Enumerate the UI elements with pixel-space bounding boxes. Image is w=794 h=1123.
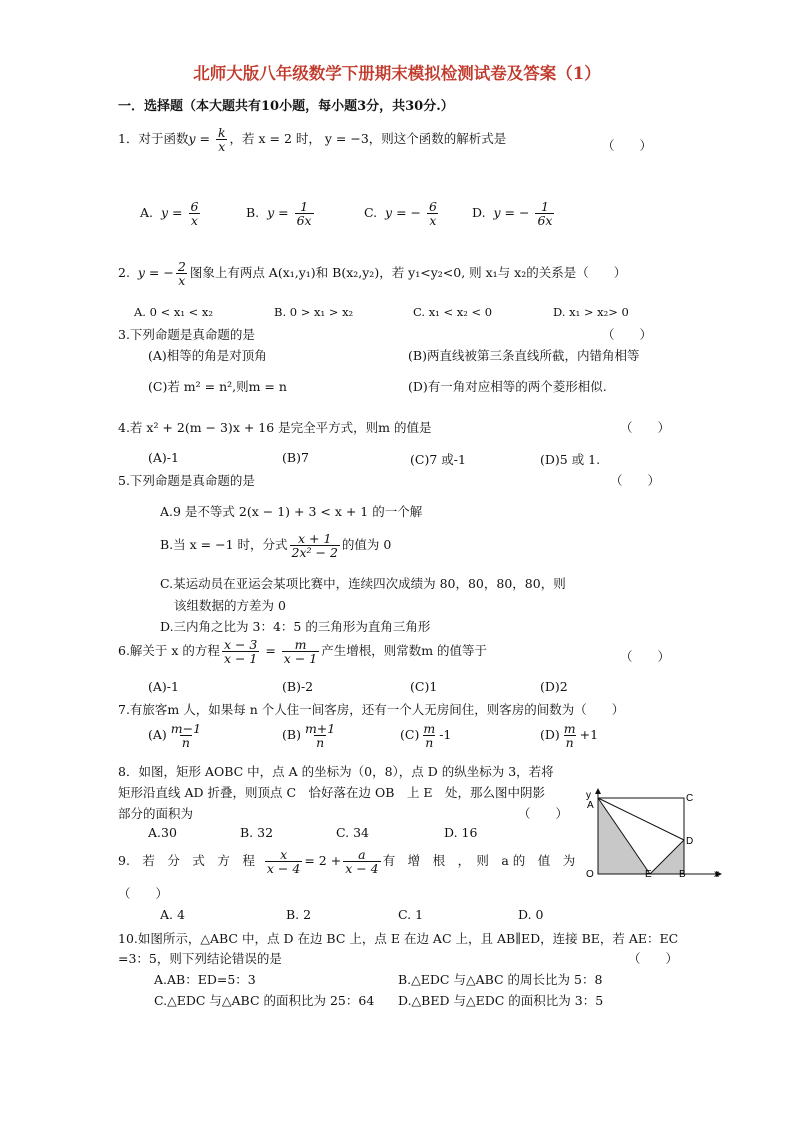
question-9: 9. 若 分 式 方 程 $\frac{x}{x - 4}$ = 2 + $\frac{a}{x - 4}$ 有 增 根 ， 则 a 的 值 为 <box>118 847 576 877</box>
q2-option-d[interactable]: D. x₁ > x₂> 0 <box>553 305 629 319</box>
label-e: E <box>645 869 652 880</box>
label-x: x <box>714 869 719 880</box>
q1-answer-paren: （ ） <box>602 138 653 153</box>
question-2: 2. y = − $\frac{2}{x}$ 图象上有两点 A(x₁,y₁)和 B(x₂,y₂)，若 y₁<y₂<0, 则 x₁与 x₂的关系是（ ） <box>118 259 627 289</box>
q2-option-c[interactable]: C. x₁ < x₂ < 0 <box>413 305 493 319</box>
question-4: 4.若 x² + 2(m − 3)x + 16 是完全平方式，则m 的值是 <box>118 420 432 435</box>
q6-option-d[interactable]: (D)2 <box>540 679 568 694</box>
q10-answer-paren: （ ） <box>628 951 679 966</box>
q6-answer-paren: （ ） <box>620 649 671 664</box>
q4-answer-paren: （ ） <box>620 420 671 435</box>
question-8-line2: 矩形沿直线 AD 折叠，则顶点 C 恰好落在边 OB 上 E 处，那么图中阴影 <box>118 785 546 800</box>
y-axis-arrow-icon <box>595 788 601 794</box>
question-5: 5.下列命题是真命题的是 <box>118 473 255 488</box>
q1-option-a[interactable]: A. y = $\frac{6}{x}$ <box>140 199 199 229</box>
q8-option-b[interactable]: B. 32 <box>240 825 274 840</box>
label-c: C <box>686 793 694 804</box>
label-b: B <box>679 869 686 880</box>
q10-option-d[interactable]: D.△BED 与△EDC 的面积比为 3：5 <box>398 993 604 1008</box>
q8-option-d[interactable]: D. 16 <box>444 825 478 840</box>
q7-option-a[interactable]: (A) $\frac{m-1}{n}$ <box>148 721 202 751</box>
q7-option-c[interactable]: (C) $\frac{m}{n}$ -1 <box>400 721 452 751</box>
label-o: O <box>586 869 594 880</box>
q10-option-a[interactable]: A.AB：ED=5：3 <box>154 972 256 987</box>
q1-text-b: ，若 x = 2 时， y = −3，则这个函数的解析式是 <box>229 131 507 147</box>
q7-option-b[interactable]: (B) $\frac{m+1}{n}$ <box>282 721 336 751</box>
q1-text-a: 1．对于函数 <box>118 131 189 147</box>
question-8-line3: 部分的面积为 <box>118 806 194 821</box>
q2-option-a[interactable]: A. 0 < x₁ < x₂ <box>134 305 214 319</box>
question-3: 3.下列命题是真命题的是 <box>118 327 255 342</box>
question-10-line2: =3：5，则下列结论错误的是 <box>118 951 282 966</box>
q10-option-b[interactable]: B.△EDC 与△ABC 的周长比为 5：8 <box>398 972 603 987</box>
question-6: 6.解关于 x 的方程 $\frac{x - 3}{x - 1}$ = $\frac{m}{x - 1}$ 产生增根，则常数m 的值等于 <box>118 637 488 667</box>
q8-geometry-figure <box>578 786 728 882</box>
question-8-line1: 8．如图，矩形 AOBC 中，点 A 的坐标为（0，8），点 D 的纵坐标为 3，若将 <box>118 764 554 779</box>
question-10-line1: 10.如图所示，△ABC 中，点 D 在边 BC 上，点 E 在边 AC 上，且 AB∥ED，连接 BE，若 AE：EC <box>118 931 679 946</box>
q1-option-c[interactable]: C. y = − $\frac{6}{x}$ <box>364 199 437 229</box>
q8-option-a[interactable]: A.30 <box>148 825 177 840</box>
q1-option-d[interactable]: D. y = − $\frac{1}{6x}$ <box>472 199 553 229</box>
label-a: A <box>587 800 594 811</box>
q3-option-b[interactable]: (B)两直线被第三条直线所截，内错角相等 <box>408 348 640 363</box>
q10-option-c[interactable]: C.△EDC 与△ABC 的面积比为 25：64 <box>154 993 375 1008</box>
q6-option-b[interactable]: (B)-2 <box>282 679 314 694</box>
q6-option-a[interactable]: (A)-1 <box>148 679 179 694</box>
q3-option-a[interactable]: (A)相等的角是对顶角 <box>148 348 267 363</box>
label-d: D <box>686 836 694 847</box>
q5-option-b[interactable]: B.当 x = −1 时，分式 $\frac{x + 1}{\text{2x² − 2}}$ 的值为 0 <box>160 531 392 561</box>
q4-option-a[interactable]: (A)-1 <box>148 450 179 465</box>
q2-option-b[interactable]: B. 0 > x₁ > x₂ <box>274 305 354 319</box>
q3-answer-paren: （ ） <box>602 327 653 342</box>
q5-option-c-line1[interactable]: C.某运动员在亚运会某项比赛中，连续四次成绩为 80，80，80，80，则 <box>160 576 566 591</box>
section-heading: 一．选择题（本大题共有10小题，每小题3分，共30分.） <box>118 99 454 114</box>
page-title: 北师大版八年级数学下册期末模拟检测试卷及答案（1） <box>193 64 601 83</box>
q8-answer-paren: （ ） <box>518 806 569 821</box>
q9-option-b[interactable]: B. 2 <box>286 907 312 922</box>
q5-answer-paren: （ ） <box>610 473 661 488</box>
q1-fraction: $\frac{k}{x}$ <box>217 125 226 155</box>
label-y: y <box>586 790 591 801</box>
q5-option-a[interactable]: A.9 是不等式 2(x − 1) + 3 < x + 1 的一个解 <box>160 504 423 519</box>
q4-option-b[interactable]: (B)7 <box>282 450 309 465</box>
q6-option-c[interactable]: (C)1 <box>410 679 438 694</box>
q4-option-c[interactable]: (C)7 或-1 <box>410 452 466 467</box>
q5-option-c-line2: 该组数据的方差为 0 <box>174 598 286 613</box>
q3-option-d[interactable]: (D)有一角对应相等的两个菱形相似. <box>408 379 607 394</box>
question-1: 1．对于函数y = $\frac{k}{x}$ ，若 x = 2 时， y = −3，则这个函数的解析式是 <box>118 125 507 155</box>
q4-option-d[interactable]: (D)5 或 1. <box>540 452 601 467</box>
q5-option-d[interactable]: D.三内角之比为 3：4：5 的三角形为直角三角形 <box>160 619 431 634</box>
q1-option-b[interactable]: B. y = $\frac{1}{6x}$ <box>246 199 312 229</box>
q9-option-d[interactable]: D. 0 <box>518 907 544 922</box>
q9-answer-paren: （ ） <box>118 886 169 901</box>
question-7: 7.有旅客m 人，如果每 n 个人住一间客房，还有一个人无房间住，则客房的间数为（ ） <box>118 702 625 717</box>
q7-option-d[interactable]: (D) $\frac{m}{n}$ +1 <box>540 721 599 751</box>
q3-option-c[interactable]: (C)若 m² = n²,则m = n <box>148 379 287 394</box>
q9-option-c[interactable]: C. 1 <box>398 907 424 922</box>
q8-option-c[interactable]: C. 34 <box>336 825 369 840</box>
q9-option-a[interactable]: A. 4 <box>160 907 185 922</box>
